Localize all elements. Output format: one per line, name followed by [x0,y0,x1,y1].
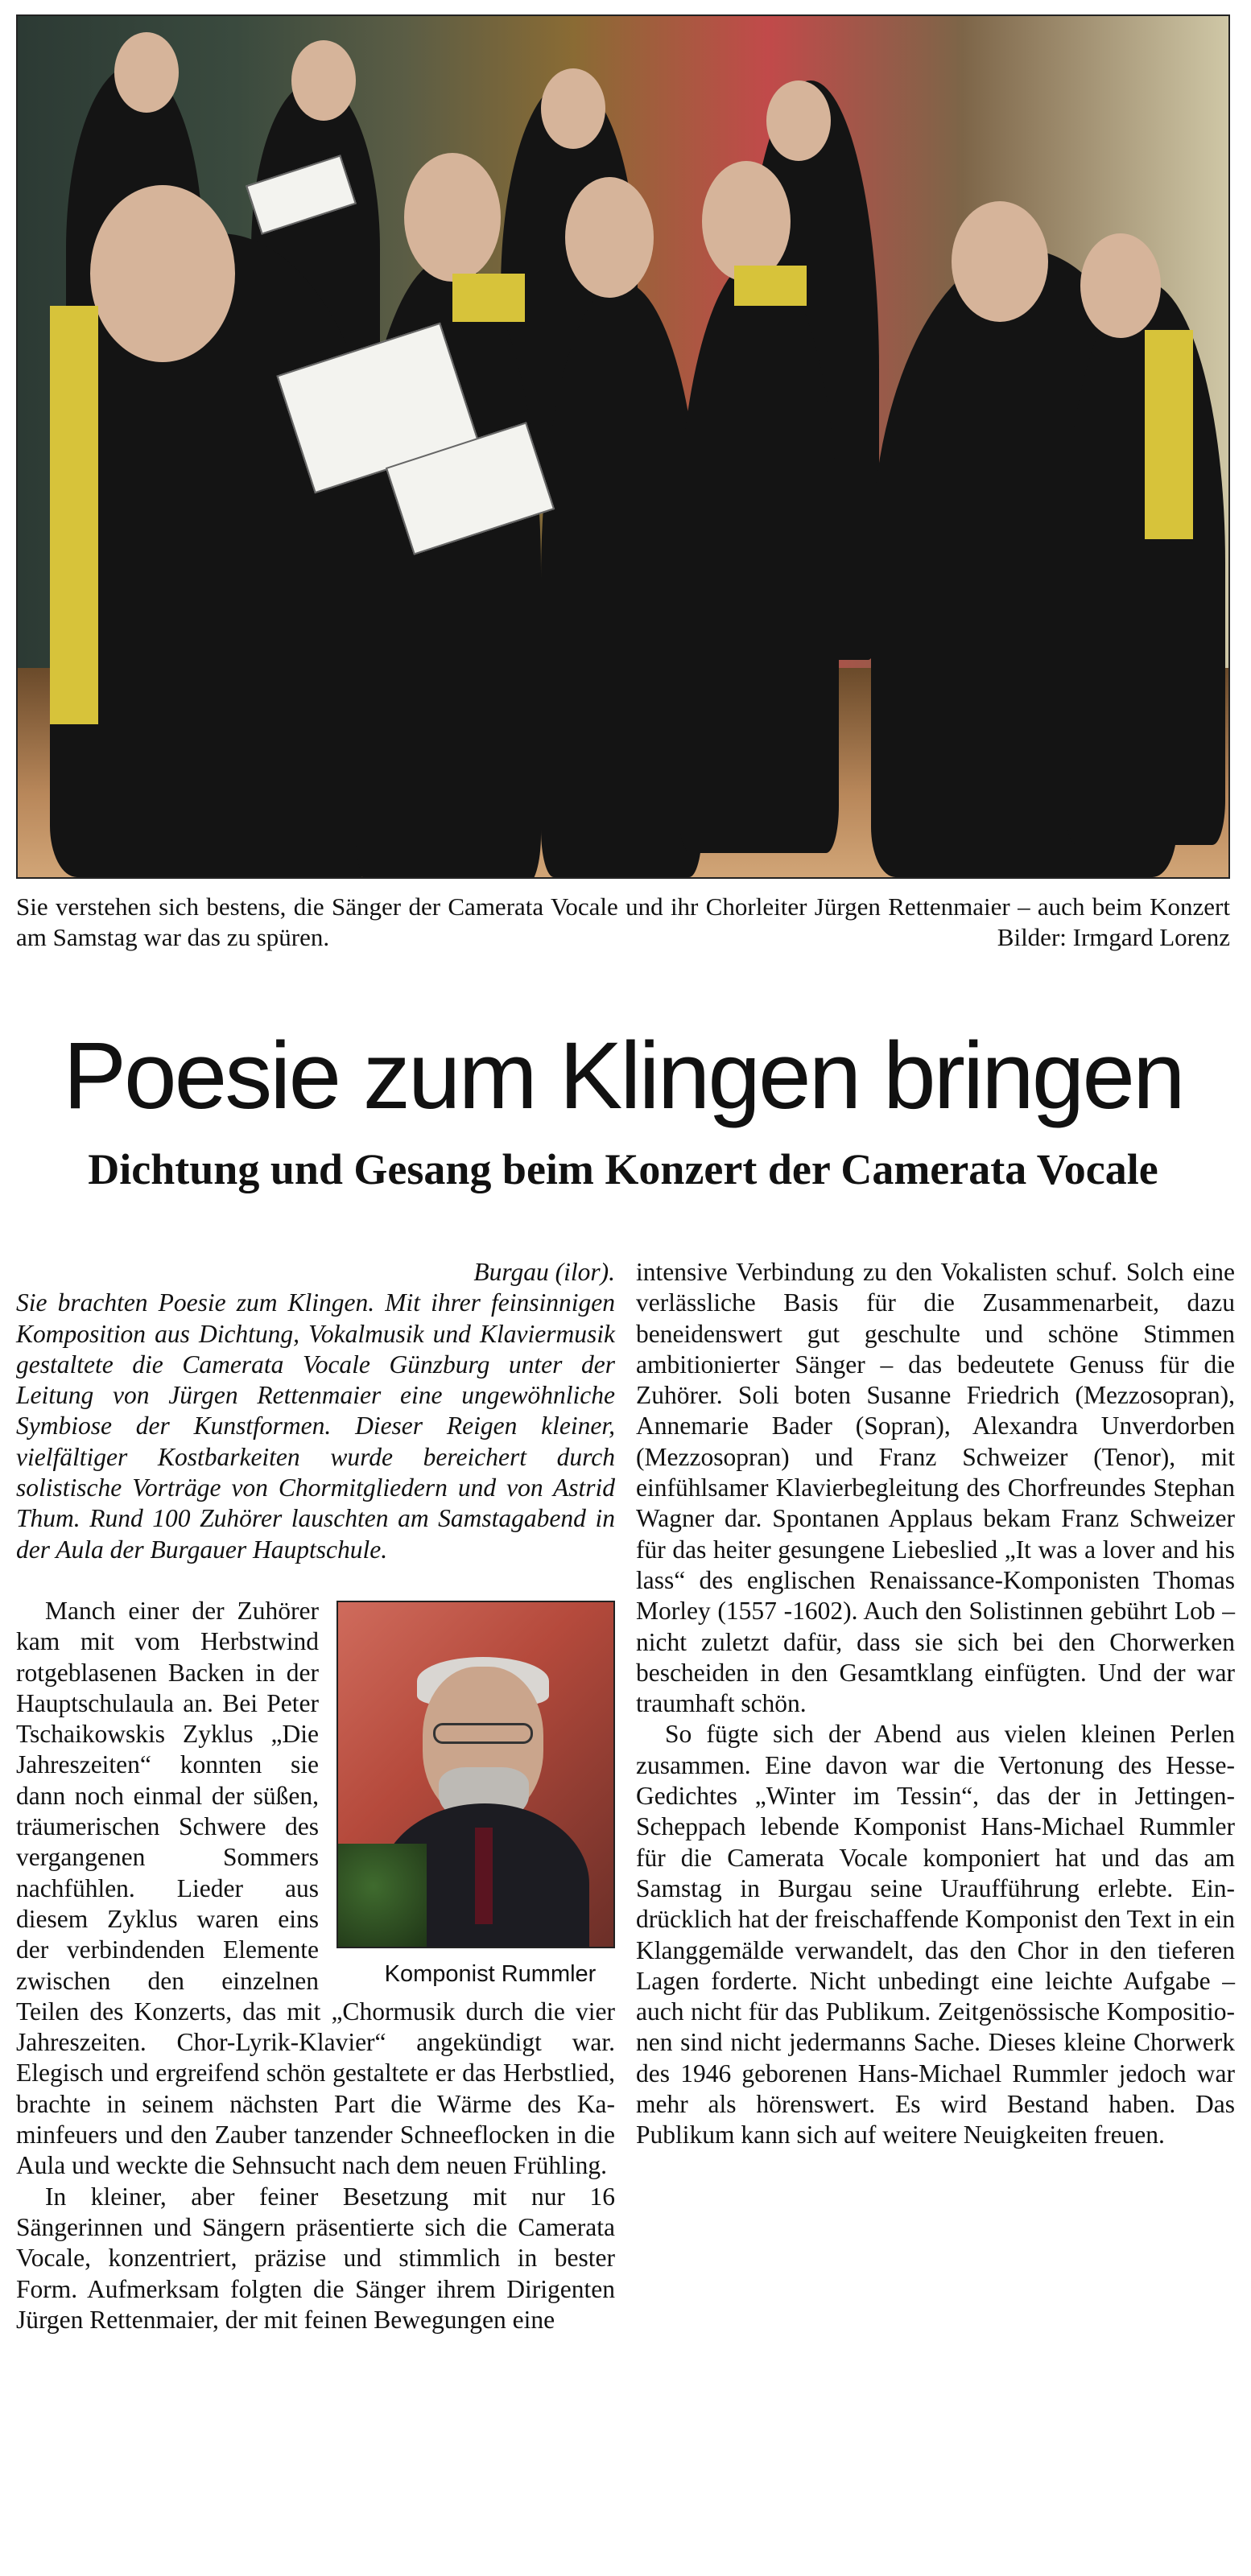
body-text-2: In kleiner, aber feiner Besetzung mit nur 16 Sängerinnen und Sängern präsentierte sich die Camerata Vocale, konzentriert, präzise und stimmlich in bester Form. Aufmerksam folgten die Sänger ihrem Dirigenten Jürgen Rettenmaier, der mit feinen Bewegungen eine [16,2182,615,2334]
dateline: Burgau (ilor). [473,1258,615,1286]
body-text-1: Manch einer der Zuhörer kam mit vom Herbstwind rotgeblasenen Backen in der Hauptschulaula an. Bei Peter Tschaikowskis Zyklus „Die Jahreszeiten“ konnten sie dann noch einmal der süßen, träumerischen Schwere des vergangenen Sommers nachfühlen. Lieder aus diesem Zyklus waren eins der verbindenden Elemente zwischen den einzelnen Teilen des Konzerts, das mit „Chormusik durch die vier Jahreszeiten. Chor-Lyrik-Klavier“ angekündigt war. Elegisch und ergreifend schön gestaltete er das Herbstlied, brachte in seinem nächsten Part die Wärme des Kaminfeuers und den Zauber tanzender Schneeflocken in die Aula und weckte die Sehnsucht nach dem neuen Frühling. [16,1596,615,2180]
main-photo [16,14,1230,879]
headline: Poesie zum Klingen bringen [63,1023,1183,1129]
body-paragraph-2-start [16,2182,615,2335]
photo-caption [16,892,1230,953]
caption-text: Sie verstehen sich bestens, die Sänger der Camerata Vocale und ihr Chorleiter Jürgen Rettenmaier – auch beim Konzert am Samstag war das zu spüren. [16,892,1230,951]
lead-text: Sie brachten Poesie zum Klingen. Mit ihrer feinsinnigen Komposition aus Dichtung, Vokalmusik und Klaviermusik gestaltete die Camerata Vocale Günzburg unter der Leitung von Jürgen Rettenmaier eine ungewöhnliche Symbiose der Kunstformen. Dieser Reigen kleiner, vielfältiger Kostbarkeiten wurde bereichert durch solistische Vorträge von Chormitgliedern und von Astrid Thum. Rund 100 Zuhörer lauschten am Samstagabend in der Aula der Burgauer Hauptschule. [16,1288,615,1564]
photo-credit: Bilder: Irmgard Lorenz [997,923,1230,951]
body-paragraph-2-cont: intensive Verbindung zu den Vokalisten schuf. Solch eine verlässliche Basis für die Zusammenarbeit, dazu beneidenswert gut geschulte und schöne Stimmen ambitionierter Sänger – das bedeutete Genuss für die Zuhörer. Soli boten Susanne Friedrich (Mezzosopran), Annemarie Bader (Sopran), Alexandra Unverdorben (Mezzosopran) und Franz Schweizer (Tenor), mit einfühlsamer Klavierbegleitung des Chorfreundes Stephan Wagner dar. Spontanen Applaus bekam Franz Schweizer für das heiter gesungene Liebeslied „It was a lover and his lass“ des englischen Renaissance-Komponisten Thomas Morley (1557 -1602). Auch den Solistinnen gebührt Lob – nicht zuletzt dafür, dass sie sich bei den Chorwerken bescheiden in den Gesamtklang einfügten. Und der war traumhaft schön. [636,1258,1235,1718]
body-paragraph-1 [16,1596,615,2182]
inset-figure [336,1601,615,1989]
subheadline: Dichtung und Gesang beim Konzert der Camerata Vocale [88,1145,1158,1193]
inset-caption: Komponist Rummler [384,1960,597,1987]
article-column-left [16,1257,615,2569]
composer-portrait [336,1601,615,1948]
body-paragraph-3: So fügte sich der Abend aus vielen kleinen Perlen zusammen. Eine davon war die Vertonung des Hesse-Gedichtes „Winter im Tessin“, das der in Jettingen-Scheppach lebende Komponist Hans-Michael Rummler für die Camerata Vocale komponiert hat und das am Samstag in Burgau seine Uraufführung erlebte. Eindrücklich hat der freischaffende Komponist den Text in ein Klanggemälde verwandelt, das den Chor in den tieferen Lagen forderte. Nicht unbedingt eine leichte Aufgabe – auch nicht für das Publikum. Zeitgenössische Kompositionen sind nicht jedermanns Sache. Dieses kleine Chorwerk des 1946 geborenen Hans-Michael Rummler jedoch war mehr als hörenswert. Es wird Bestand haben. Das Publikum kann sich auf weitere Neuigkeiten freuen. [636,1720,1235,2149]
lead-paragraph [16,1257,615,1565]
article-column-right [636,1257,1235,2569]
